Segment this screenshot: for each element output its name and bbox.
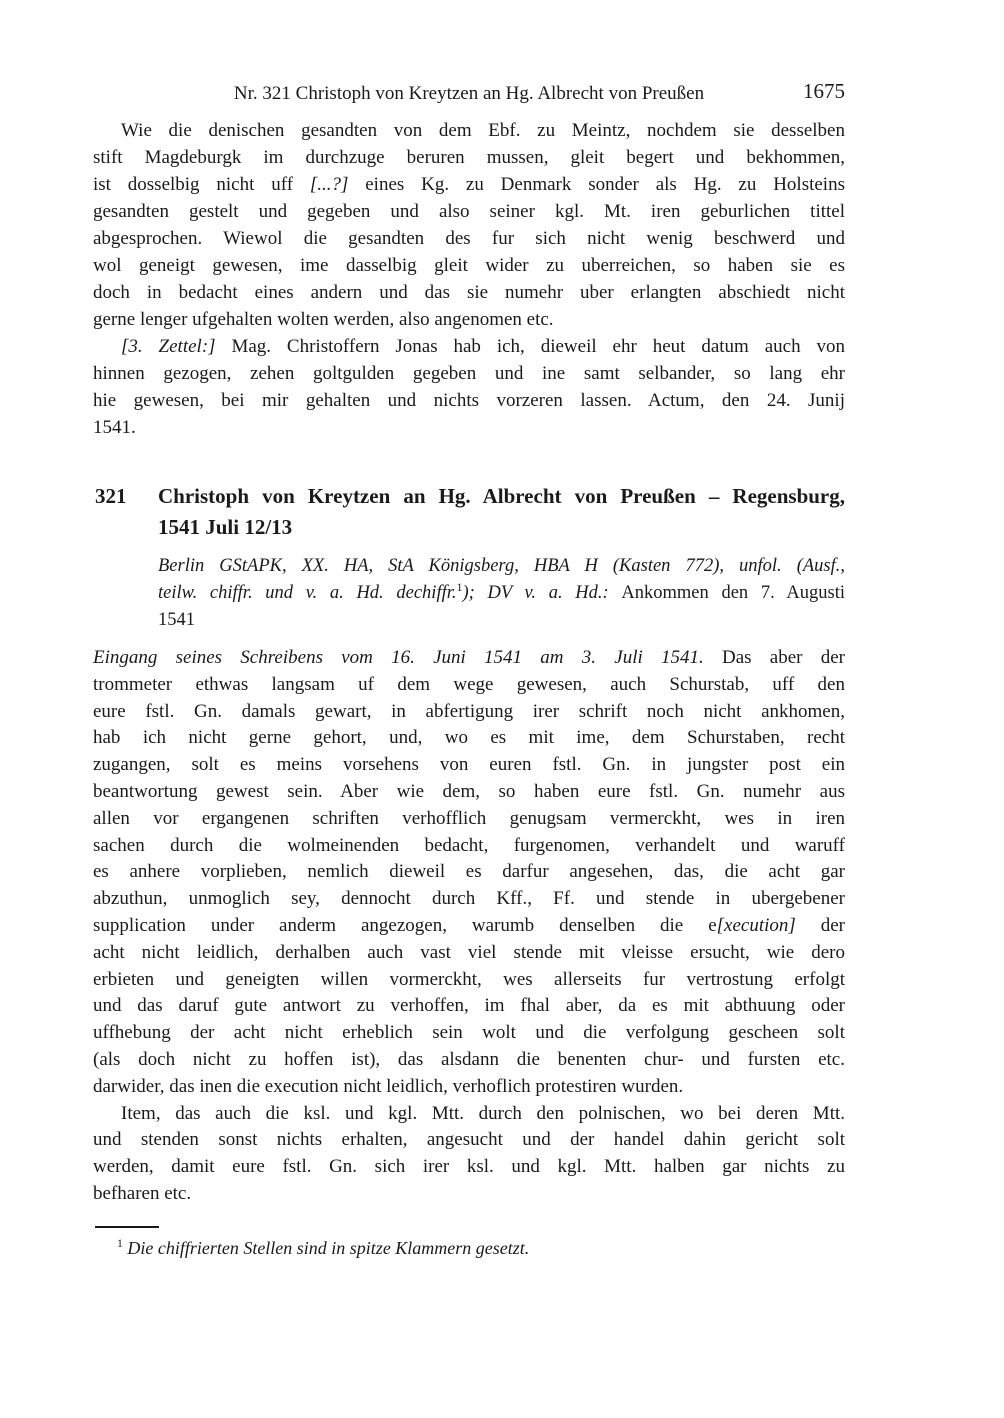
text-segment: hie gewesen, bei mir gehalten und nichts vorzeren lassen. Actum, den 24. Junij xyxy=(93,390,845,411)
text-line xyxy=(93,1020,845,1047)
text-segment: doch in bedacht eines andern und das sie numehr uber erlangten abschiedt nicht xyxy=(93,282,845,303)
footnote-text: Die chiffrierten Stellen sind in spitze Klammern gesetzt. xyxy=(127,1238,530,1258)
text-segment: befharen etc. xyxy=(93,1182,192,1204)
text-segment: uffhebung der acht nicht erheblich sein wolt und die verfolgung gescheen solt xyxy=(93,1022,845,1044)
paragraph xyxy=(93,1101,845,1208)
text-segment: [xecution] xyxy=(716,914,796,936)
text-line xyxy=(93,725,845,752)
text-line xyxy=(93,387,845,414)
text-segment: gesandten gestelt und gegeben und also seiner kgl. Mt. iren geburlichen tittel xyxy=(93,201,845,222)
text-segment: werden, damit eure fstl. Gn. sich irer ksl. und kgl. Mtt. halben gar nichts zu xyxy=(93,1156,845,1178)
text-segment: erbieten und geneigten willen vormerckht, wes allerseits fur vertrostung erfolgt xyxy=(93,968,845,990)
text-segment: der xyxy=(795,914,846,936)
text-line xyxy=(93,333,845,360)
text-line xyxy=(93,252,845,279)
entry-title xyxy=(158,481,845,543)
text-segment: und stenden sonst nichts erhalten, angesucht und der handel dahin gericht solt xyxy=(93,1129,845,1151)
text-line xyxy=(158,580,845,607)
text-segment: [3. Zettel:] xyxy=(121,336,216,357)
text-segment: 1541 xyxy=(158,610,195,630)
footnote-line xyxy=(93,1235,845,1261)
text-line xyxy=(158,553,845,580)
text-segment: abgesprochen. Wiewol die gesandten des fur sich nicht wenig beschwerd und xyxy=(93,228,845,249)
text-line xyxy=(93,859,845,886)
text-line xyxy=(93,414,845,441)
text-line xyxy=(93,1074,845,1101)
paragraph xyxy=(158,481,845,543)
footnote-reference: 1 xyxy=(456,579,463,594)
paragraph xyxy=(93,645,845,1101)
text-segment: sachen durch die wolmeinenden bedacht, furgenomen, verhandelt und waruff xyxy=(93,834,845,856)
paragraph xyxy=(158,553,845,634)
text-line xyxy=(93,144,845,171)
text-segment: darwider, das inen die execution nicht leidlich, verhoflich protestiren wurden. xyxy=(93,1075,684,1097)
text-line xyxy=(93,1181,845,1208)
entry-heading xyxy=(93,481,845,543)
entry-number: 321 xyxy=(95,484,127,508)
text-segment: acht nicht leidlich, derhalben auch vast viel stende mit vleisse ersucht, wie dero xyxy=(93,941,845,963)
text-segment: Ankommen den 7. Augusti xyxy=(621,583,845,603)
text-line xyxy=(93,117,845,144)
text-line xyxy=(93,913,845,940)
text-line xyxy=(93,279,845,306)
text-line xyxy=(93,306,845,333)
text-line xyxy=(93,967,845,994)
text-line xyxy=(158,481,845,512)
text-segment: ); DV v. a. Hd.: xyxy=(462,583,622,603)
text-line xyxy=(93,1101,845,1128)
running-head xyxy=(93,80,845,107)
text-line xyxy=(93,940,845,967)
text-segment: Item, das auch die ksl. und kgl. Mtt. durch den polnischen, wo bei deren Mtt. xyxy=(121,1102,845,1124)
text-segment: wol geneigt gewesen, ime dasselbig gleit wider zu uberreichen, so haben sie es xyxy=(93,255,845,276)
text-segment: Das aber der xyxy=(703,647,845,668)
text-line xyxy=(158,607,845,634)
text-segment: allen vor ergangenen schriften verhofflich genugsam vermerckht, wes in iren xyxy=(93,807,845,829)
source-note xyxy=(158,553,845,634)
text-segment: Christoph von Kreytzen an Hg. Albrecht von Preußen – Regensburg, xyxy=(158,484,845,508)
text-line xyxy=(93,1047,845,1074)
running-title: Nr. 321 Christoph von Kreytzen an Hg. Albrecht von Preußen xyxy=(233,83,705,104)
text-line xyxy=(93,993,845,1020)
text-line xyxy=(93,833,845,860)
text-line xyxy=(93,171,845,198)
text-segment: stift Magdeburgk im durchzuge beruren mussen, gleit begert und bekhommen, xyxy=(93,147,845,168)
text-segment: teilw. chiffr. und v. a. Hd. dechiffr. xyxy=(158,583,457,603)
text-line xyxy=(93,752,845,779)
text-segment: beantwortung gewest sein. Aber wie dem, so haben eure fstl. Gn. numehr aus xyxy=(93,780,845,802)
previous-entry-continuation xyxy=(93,117,845,441)
text-segment: gerne lenger ufgehalten wolten werden, also angenomen etc. xyxy=(93,309,554,330)
text-segment: es anhere vorplieben, nemlich dieweil es darfur angesehen, das, die acht gar xyxy=(93,861,845,883)
text-line xyxy=(93,886,845,913)
footnote xyxy=(93,1226,845,1261)
text-line xyxy=(93,699,845,726)
paragraph xyxy=(93,117,845,333)
paragraph xyxy=(93,333,845,441)
text-segment: (als doch nicht zu hoffen ist), das alsdann die benenten chur- und fursten etc. xyxy=(93,1048,845,1070)
text-segment: [...?] xyxy=(309,174,349,195)
text-line xyxy=(93,360,845,387)
text-line xyxy=(93,225,845,252)
text-segment: ist dosselbig nicht uff xyxy=(93,174,310,195)
footnote-rule xyxy=(95,1226,159,1228)
text-line xyxy=(93,779,845,806)
text-line xyxy=(93,1154,845,1181)
text-segment: Wie die denischen gesandten von dem Ebf. zu Meintz, nochdem sie desselben xyxy=(121,120,845,141)
text-segment: trommeter ethwas langsam uf dem wege gewesen, auch Schurstab, uff den xyxy=(93,673,845,695)
text-segment: 1541 Juli 12/13 xyxy=(158,515,293,539)
text-line xyxy=(93,198,845,225)
text-segment: Berlin GStAPK, XX. HA, StA Königsberg, HBA H (Kasten 772), unfol. (Ausf., xyxy=(158,556,845,576)
text-segment: hinnen gezogen, zehen goltgulden gegeben und ine samt selbander, so lang ehr xyxy=(93,363,845,384)
text-line xyxy=(93,1127,845,1154)
text-segment: und das daruf gute antwort zu verhoffen, im fhal aber, da es mit abthuung oder xyxy=(93,995,845,1017)
text-segment: 1541. xyxy=(93,417,136,438)
text-line xyxy=(93,645,845,672)
entry-body xyxy=(93,645,845,1208)
text-line xyxy=(158,512,845,543)
text-line xyxy=(93,806,845,833)
footnote-marker: 1 xyxy=(117,1237,123,1250)
text-line xyxy=(93,672,845,699)
page-number: 1675 xyxy=(803,79,845,103)
text-segment: supplication under anderm angezogen, warumb denselben die e xyxy=(93,914,717,936)
text-segment: Eingang seines Schreibens vom 16. Juni 1541 am 3. Juli 1541. xyxy=(93,647,704,668)
text-segment: eure fstl. Gn. damals gewart, in abfertigung irer schrift noch nicht ankhomen, xyxy=(93,700,845,722)
text-segment: Mag. Christoffern Jonas hab ich, dieweil ehr heut datum auch von xyxy=(215,336,845,357)
text-segment: hab ich nicht gerne gehort, und, wo es mit ime, dem Schurstaben, recht xyxy=(93,727,845,749)
text-segment: abzuthun, unmoglich sey, dennocht durch Kff., Ff. und stende in ubergebener xyxy=(93,888,845,910)
text-segment: zugangen, solt es meins vorsehens von euren fstl. Gn. in jungster post ein xyxy=(93,754,845,776)
text-segment: eines Kg. zu Denmark sonder als Hg. zu Holsteins xyxy=(348,174,845,195)
